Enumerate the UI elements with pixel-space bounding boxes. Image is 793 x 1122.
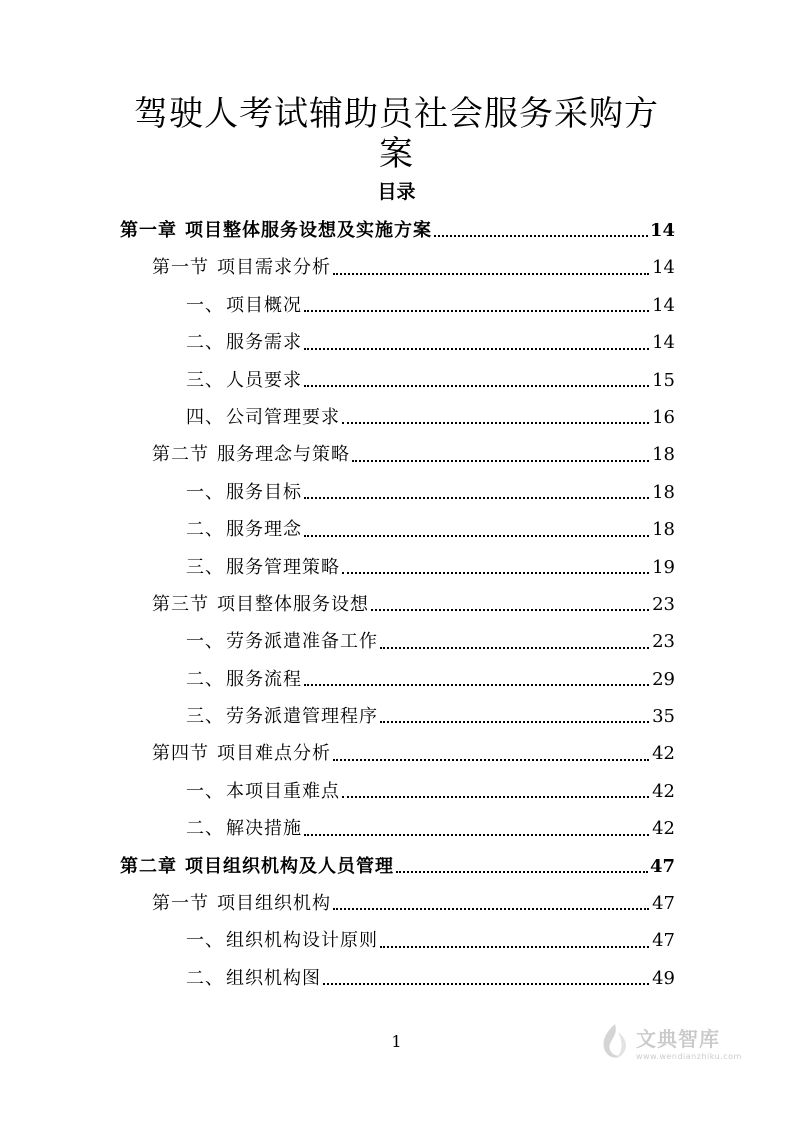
toc-entry-label — [186, 287, 302, 324]
toc-entry-label — [186, 474, 302, 511]
toc-page-number: 19 — [652, 556, 675, 578]
toc-page-number: 18 — [652, 444, 675, 466]
table-of-contents — [120, 212, 675, 997]
toc-entry-text: 项目组织机构 — [217, 893, 331, 915]
page-number: 1 — [391, 1032, 402, 1051]
toc-entry-text: 公司管理要求 — [226, 406, 340, 428]
toc-page-number: 18 — [652, 519, 675, 541]
toc-page-number: 18 — [652, 481, 675, 503]
toc-leader-dots — [304, 385, 649, 387]
toc-entry-label — [152, 735, 331, 772]
watermark — [598, 1022, 742, 1062]
toc-entry-label — [186, 362, 302, 399]
toc-entry-label — [152, 885, 331, 922]
toc-entry-text: 项目组织机构及人员管理 — [185, 855, 394, 877]
toc-entry[interactable] — [120, 848, 675, 885]
toc-entry-number: 第四节 — [152, 743, 209, 765]
toc-heading: 目录 — [377, 181, 416, 203]
toc-leader-dots — [304, 348, 649, 350]
toc-leader-dots — [304, 684, 649, 686]
toc-entry-number: 三、 — [186, 706, 224, 728]
toc-entry-label — [186, 922, 378, 959]
toc-leader-dots — [333, 908, 649, 910]
toc-leader-dots — [333, 759, 649, 761]
toc-entry-text: 组织机构设计原则 — [226, 930, 378, 952]
wenku-logo-icon — [598, 1022, 632, 1062]
toc-entry-number: 二、 — [186, 967, 224, 989]
toc-entry-label — [186, 623, 378, 660]
toc-leader-dots — [342, 422, 649, 424]
toc-entry-number: 四、 — [186, 406, 224, 428]
toc-leader-dots — [371, 609, 649, 611]
toc-leader-dots — [323, 983, 649, 985]
toc-entry-label — [186, 661, 302, 698]
toc-entry-label — [186, 960, 321, 997]
toc-entry-label — [186, 698, 378, 735]
toc-page-number: 47 — [652, 930, 675, 952]
toc-entry-number: 第二章 — [120, 855, 177, 877]
toc-entry-text: 服务需求 — [226, 332, 302, 354]
watermark-url: www.wendianzhiku.com — [636, 1052, 742, 1061]
toc-entry-text: 项目难点分析 — [217, 743, 331, 765]
toc-page-number: 16 — [652, 406, 675, 428]
toc-entry-label — [186, 773, 340, 810]
toc-entry-label — [186, 399, 340, 436]
toc-entry-number: 三、 — [186, 556, 224, 578]
toc-entry-text: 项目整体服务设想及实施方案 — [185, 219, 432, 241]
toc-entry[interactable] — [120, 549, 675, 586]
toc-entry-label — [186, 810, 302, 847]
toc-page-number: 23 — [652, 593, 675, 615]
toc-entry-number: 二、 — [186, 668, 224, 690]
toc-entry-number: 二、 — [186, 519, 224, 541]
toc-entry-label — [186, 549, 340, 586]
toc-leader-dots — [380, 647, 649, 649]
toc-entry-number: 第三节 — [152, 593, 209, 615]
document-title-line2: 案 — [379, 134, 414, 174]
toc-entry[interactable] — [120, 810, 675, 847]
toc-entry-text: 服务流程 — [226, 668, 302, 690]
toc-entry[interactable] — [120, 474, 675, 511]
toc-leader-dots — [396, 871, 648, 873]
toc-entry[interactable] — [120, 436, 675, 473]
toc-entry[interactable] — [120, 287, 675, 324]
toc-page-number: 14 — [649, 219, 675, 241]
toc-entry[interactable] — [120, 324, 675, 361]
toc-entry-text: 劳务派遣准备工作 — [226, 631, 378, 653]
toc-leader-dots — [304, 535, 649, 537]
toc-entry[interactable] — [120, 661, 675, 698]
toc-entry-text: 劳务派遣管理程序 — [226, 706, 378, 728]
toc-leader-dots — [304, 497, 649, 499]
toc-entry-text: 项目概况 — [226, 294, 302, 316]
toc-entry-label — [186, 324, 302, 361]
toc-page-number: 35 — [652, 706, 675, 728]
toc-entry-number: 一、 — [186, 780, 224, 802]
toc-entry[interactable] — [120, 212, 675, 249]
toc-entry-label — [152, 436, 350, 473]
toc-entry-text: 本项目重难点 — [226, 780, 340, 802]
toc-entry-number: 二、 — [186, 332, 224, 354]
toc-entry[interactable] — [120, 960, 675, 997]
toc-page-number: 47 — [652, 893, 675, 915]
toc-entry-text: 项目整体服务设想 — [217, 593, 369, 615]
toc-page-number: 14 — [652, 294, 675, 316]
toc-entry-number: 第一章 — [120, 219, 177, 241]
toc-entry-label — [152, 586, 369, 623]
toc-leader-dots — [352, 460, 649, 462]
toc-entry-label — [186, 511, 302, 548]
toc-page-number: 14 — [652, 257, 675, 279]
toc-entry-number: 二、 — [186, 818, 224, 840]
toc-entry-text: 项目需求分析 — [217, 257, 331, 279]
toc-entry[interactable] — [120, 922, 675, 959]
toc-leader-dots — [380, 721, 649, 723]
toc-entry[interactable] — [120, 623, 675, 660]
toc-entry-number: 一、 — [186, 294, 224, 316]
watermark-text: 文典智库 — [636, 1027, 720, 1051]
toc-entry-text: 人员要求 — [226, 369, 302, 391]
toc-entry-text: 服务理念 — [226, 519, 302, 541]
toc-page-number: 47 — [649, 855, 675, 877]
toc-leader-dots — [304, 310, 649, 312]
toc-entry[interactable] — [120, 249, 675, 286]
toc-page-number: 23 — [652, 631, 675, 653]
toc-page-number: 14 — [652, 332, 675, 354]
toc-entry-text: 组织机构图 — [226, 967, 321, 989]
toc-page-number: 42 — [652, 818, 675, 840]
toc-entry-label — [120, 212, 432, 249]
toc-entry-text: 服务目标 — [226, 481, 302, 503]
toc-leader-dots — [434, 235, 648, 237]
toc-entry-text: 服务理念与策略 — [217, 444, 350, 466]
document-title-line1: 驾驶人考试辅助员社会服务采购方 — [134, 94, 659, 134]
toc-leader-dots — [380, 946, 649, 948]
toc-leader-dots — [304, 834, 649, 836]
toc-entry[interactable] — [120, 773, 675, 810]
toc-entry-number: 一、 — [186, 631, 224, 653]
toc-entry[interactable] — [120, 698, 675, 735]
toc-page-number: 15 — [652, 369, 675, 391]
toc-entry-label — [120, 848, 394, 885]
toc-entry-label — [152, 249, 331, 286]
toc-page-number: 29 — [652, 668, 675, 690]
toc-page-number: 42 — [652, 780, 675, 802]
toc-page-number: 49 — [652, 967, 675, 989]
toc-entry-number: 第二节 — [152, 444, 209, 466]
toc-leader-dots — [342, 796, 649, 798]
toc-entry[interactable] — [120, 511, 675, 548]
toc-entry[interactable] — [120, 735, 675, 772]
toc-entry[interactable] — [120, 586, 675, 623]
toc-entry[interactable] — [120, 362, 675, 399]
toc-entry-number: 三、 — [186, 369, 224, 391]
toc-leader-dots — [333, 273, 649, 275]
toc-page-number: 42 — [652, 743, 675, 765]
toc-entry-text: 服务管理策略 — [226, 556, 340, 578]
toc-entry-number: 第一节 — [152, 893, 209, 915]
toc-entry-number: 一、 — [186, 481, 224, 503]
toc-entry-number: 一、 — [186, 930, 224, 952]
toc-entry[interactable] — [120, 885, 675, 922]
toc-entry-number: 第一节 — [152, 257, 209, 279]
toc-entry[interactable] — [120, 399, 675, 436]
toc-leader-dots — [342, 572, 649, 574]
toc-entry-text: 解决措施 — [226, 818, 302, 840]
